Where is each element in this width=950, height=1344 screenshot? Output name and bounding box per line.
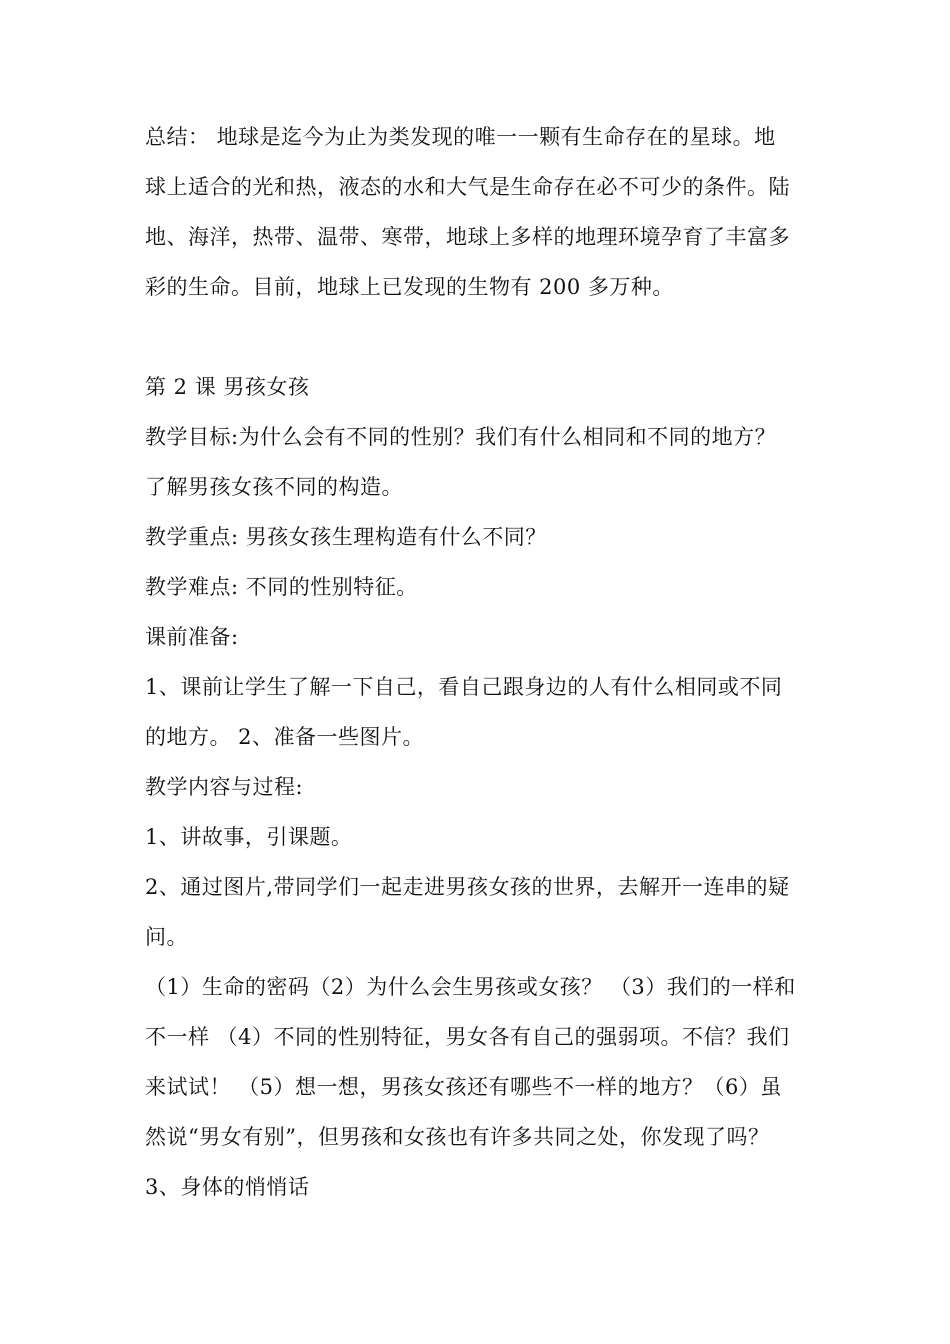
preparation-heading: 课前准备: [145,625,239,649]
sub-items-line-2: 不一样 （4）不同的性别特征，男女各有自己的强弱项。不信？我们 [145,1025,790,1049]
process-step-2-line-2: 问。 [145,925,188,949]
sub-items-line-4: 然说“男女有别”，但男孩和女孩也有许多共同之处，你发现了吗？ [145,1125,770,1149]
content-process-heading: 教学内容与过程: [145,775,304,799]
summary-line-1: 总结： 地球是迄今为止为类发现的唯一一颗有生命存在的星球。地 [145,125,776,149]
lesson-title: 第 2 课 男孩女孩 [145,375,310,399]
preparation-line-1: 1、课前让学生了解一下自己，看自己跟身边的人有什么相同或不同 [145,675,783,699]
sub-items-line-3: 来试试！ （5）想一想，男孩女孩还有哪些不一样的地方？（6）虽 [145,1075,782,1099]
process-step-2-line-1: 2、通过图片,带同学们一起走进男孩女孩的世界，去解开一连串的疑 [145,875,790,899]
process-step-3: 3、身体的悄悄话 [145,1175,310,1199]
teaching-goal-line-1: 教学目标:为什么会有不同的性别？我们有什么相同和不同的地方？ [145,425,777,449]
summary-line-2: 球上适合的光和热，液态的水和大气是生命存在必不可少的条件。陆 [145,175,790,199]
teaching-difficulty: 教学难点: 不同的性别特征。 [145,575,418,599]
process-step-1: 1、讲故事，引课题。 [145,825,353,849]
summary-line-4: 彩的生命。目前，地球上已发现的生物有 200 多万种。 [145,275,674,299]
summary-line-3: 地、海洋，热带、温带、寒带，地球上多样的地理环境孕育了丰富多 [145,225,790,249]
preparation-line-2: 的地方。 2、准备一些图片。 [145,725,425,749]
sub-items-line-1: （1）生命的密码（2）为什么会生男孩或女孩？ （3）我们的一样和 [145,975,796,999]
teaching-focus: 教学重点: 男孩女孩生理构造有什么不同？ [145,525,547,549]
teaching-goal-line-2: 了解男孩女孩不同的构造。 [145,475,403,499]
